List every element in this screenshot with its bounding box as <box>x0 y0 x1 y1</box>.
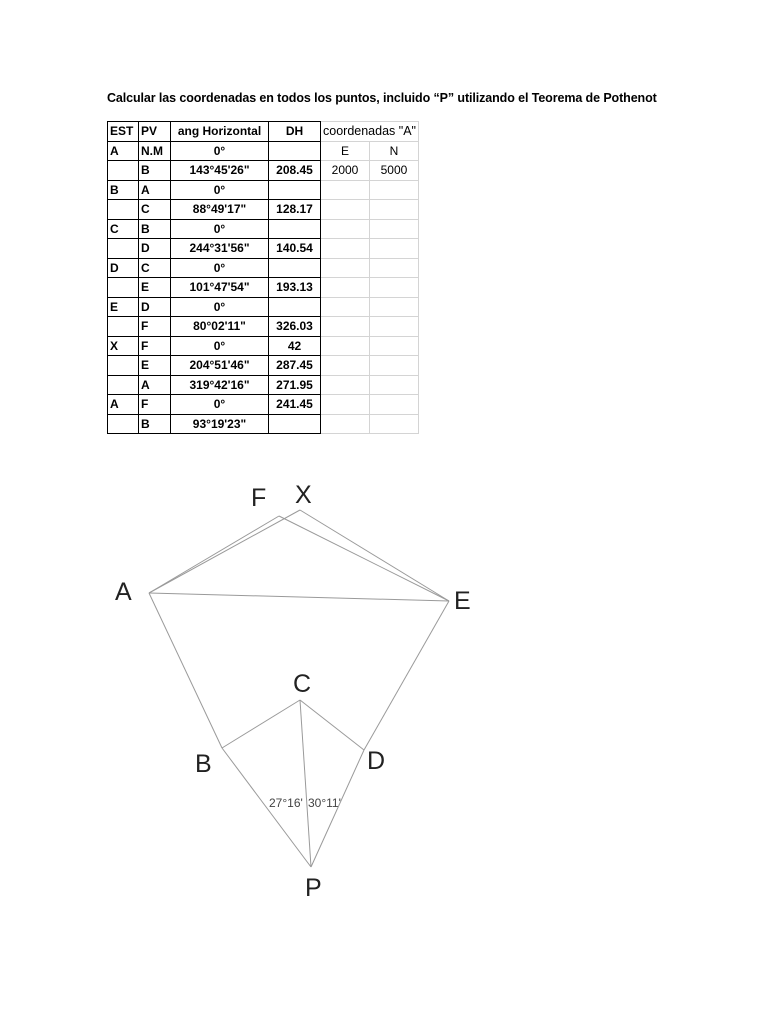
cell-dh: 208.45 <box>269 161 321 181</box>
cell-pv: F <box>139 317 171 337</box>
label-point-e: E <box>454 587 471 615</box>
line-b-c <box>222 700 300 748</box>
cell-pv: A <box>139 375 171 395</box>
cell-est: A <box>108 395 139 415</box>
table-header-row <box>108 122 419 142</box>
table-row <box>108 297 419 317</box>
cell-pv: F <box>139 336 171 356</box>
cell-pv: D <box>139 239 171 259</box>
cell-pv: A <box>139 180 171 200</box>
cell-dh: 140.54 <box>269 239 321 259</box>
angle-cpd-label: 30°11' <box>308 796 341 810</box>
cell-est: A <box>108 141 139 161</box>
table-row <box>108 200 419 220</box>
cell-coord-n <box>369 375 418 395</box>
cell-coord-e <box>321 278 370 298</box>
table-row <box>108 141 419 161</box>
cell-pv: B <box>139 161 171 181</box>
cell-ang-horizontal: 244°31'56" <box>171 239 269 259</box>
cell-coord-e <box>321 297 370 317</box>
cell-coord-n <box>369 180 418 200</box>
cell-ang-horizontal: 80°02'11" <box>171 317 269 337</box>
cell-est <box>108 278 139 298</box>
cell-coord-n: 5000 <box>369 161 418 181</box>
header-est: EST <box>108 122 139 142</box>
cell-est: X <box>108 336 139 356</box>
cell-dh: 193.13 <box>269 278 321 298</box>
cell-coord-e <box>321 395 370 415</box>
cell-est: E <box>108 297 139 317</box>
header-pv: PV <box>139 122 171 142</box>
cell-pv: D <box>139 297 171 317</box>
cell-coord-n <box>369 336 418 356</box>
cell-ang-horizontal: 319°42'16" <box>171 375 269 395</box>
cell-ang-horizontal: 0° <box>171 219 269 239</box>
cell-coord-e <box>321 336 370 356</box>
table-row <box>108 258 419 278</box>
table-row <box>108 239 419 259</box>
table-row <box>108 219 419 239</box>
cell-dh <box>269 219 321 239</box>
cell-est <box>108 200 139 220</box>
line-e-d <box>364 601 449 750</box>
cell-pv: B <box>139 414 171 434</box>
label-point-p: P <box>305 874 322 902</box>
cell-pv: N.M <box>139 141 171 161</box>
label-point-d: D <box>367 747 386 775</box>
cell-coord-n <box>369 297 418 317</box>
cell-coord-e <box>321 375 370 395</box>
cell-dh: 241.45 <box>269 395 321 415</box>
cell-dh <box>269 180 321 200</box>
cell-pv: F <box>139 395 171 415</box>
cell-coord-e: E <box>321 141 370 161</box>
line-a-e <box>149 593 449 601</box>
cell-est <box>108 375 139 395</box>
header-coordinates: coordenadas "A" <box>321 122 419 142</box>
cell-pv: E <box>139 356 171 376</box>
line-c-d <box>300 700 364 750</box>
cell-est: B <box>108 180 139 200</box>
cell-coord-n <box>369 278 418 298</box>
cell-dh <box>269 414 321 434</box>
cell-dh <box>269 258 321 278</box>
line-f-e <box>279 516 449 601</box>
cell-coord-e <box>321 180 370 200</box>
table-row <box>108 356 419 376</box>
table-row <box>108 278 419 298</box>
cell-dh: 326.03 <box>269 317 321 337</box>
cell-pv: C <box>139 200 171 220</box>
cell-coord-e <box>321 239 370 259</box>
label-point-a: A <box>115 578 132 606</box>
cell-ang-horizontal: 101°47'54" <box>171 278 269 298</box>
cell-ang-horizontal: 93°19'23" <box>171 414 269 434</box>
header-ang-horizontal: ang Horizontal <box>171 122 269 142</box>
cell-dh: 271.95 <box>269 375 321 395</box>
cell-ang-horizontal: 0° <box>171 395 269 415</box>
cell-ang-horizontal: 88°49'17" <box>171 200 269 220</box>
cell-coord-n <box>369 317 418 337</box>
pothenot-diagram <box>0 470 768 910</box>
problem-statement: Calcular las coordenadas en todos los puntos, incluido “P” utilizando el Teorema de Pothenot <box>107 91 657 105</box>
cell-coord-n <box>369 395 418 415</box>
cell-dh <box>269 297 321 317</box>
cell-coord-n <box>369 414 418 434</box>
cell-est: C <box>108 219 139 239</box>
cell-coord-n <box>369 200 418 220</box>
table-row <box>108 180 419 200</box>
table-row <box>108 336 419 356</box>
cell-coord-n <box>369 219 418 239</box>
cell-ang-horizontal: 0° <box>171 336 269 356</box>
angle-bpc-label: 27°16' <box>269 796 303 810</box>
cell-coord-e <box>321 258 370 278</box>
cell-coord-e: 2000 <box>321 161 370 181</box>
cell-est <box>108 239 139 259</box>
cell-pv: B <box>139 219 171 239</box>
cell-est <box>108 161 139 181</box>
cell-coord-e <box>321 200 370 220</box>
label-point-b: B <box>195 750 212 778</box>
cell-est <box>108 317 139 337</box>
cell-coord-n <box>369 239 418 259</box>
line-a-f <box>149 516 279 593</box>
label-point-f: F <box>251 484 267 512</box>
survey-table <box>107 121 419 434</box>
cell-coord-e <box>321 414 370 434</box>
cell-coord-e <box>321 356 370 376</box>
cell-pv: E <box>139 278 171 298</box>
cell-est: D <box>108 258 139 278</box>
cell-coord-e <box>321 219 370 239</box>
table-row <box>108 375 419 395</box>
table-row <box>108 161 419 181</box>
cell-pv: C <box>139 258 171 278</box>
cell-ang-horizontal: 204°51'46" <box>171 356 269 376</box>
cell-est <box>108 356 139 376</box>
cell-dh: 128.17 <box>269 200 321 220</box>
cell-ang-horizontal: 0° <box>171 141 269 161</box>
cell-est <box>108 414 139 434</box>
cell-coord-n <box>369 356 418 376</box>
line-a-b <box>149 593 222 748</box>
table-row <box>108 414 419 434</box>
table-row <box>108 317 419 337</box>
cell-ang-horizontal: 143°45'26" <box>171 161 269 181</box>
cell-ang-horizontal: 0° <box>171 180 269 200</box>
label-point-x: X <box>295 481 312 509</box>
line-a-x <box>149 510 300 593</box>
cell-ang-horizontal: 0° <box>171 297 269 317</box>
line-c-p <box>300 700 311 867</box>
header-dh: DH <box>269 122 321 142</box>
cell-ang-horizontal: 0° <box>171 258 269 278</box>
line-x-e <box>300 510 449 601</box>
table-row <box>108 395 419 415</box>
label-point-c: C <box>293 670 312 698</box>
cell-dh: 287.45 <box>269 356 321 376</box>
cell-coord-n <box>369 258 418 278</box>
cell-dh <box>269 141 321 161</box>
cell-coord-n: N <box>369 141 418 161</box>
cell-dh: 42 <box>269 336 321 356</box>
cell-coord-e <box>321 317 370 337</box>
